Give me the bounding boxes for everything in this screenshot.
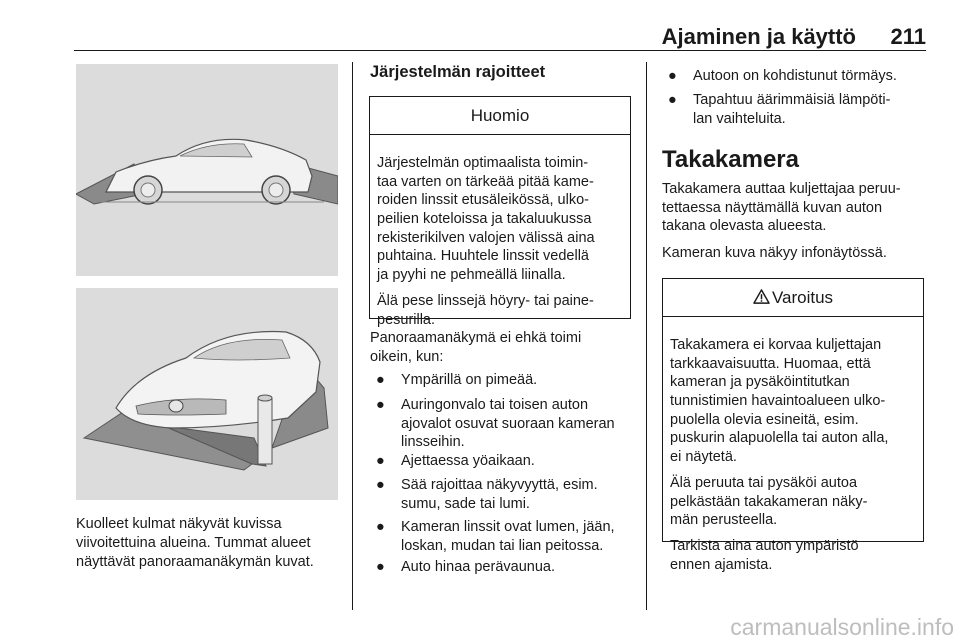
bullet-icon: ● [376, 372, 385, 388]
bullet-line: Sää rajoittaa näkyvyyttä, esim. [401, 477, 598, 493]
warning-line: ei näytetä. [670, 449, 737, 466]
warning-box-title: Varoitus [771, 288, 834, 307]
rear-camera-paragraph [662, 180, 901, 236]
warning-triangle-icon [753, 289, 770, 304]
note-box-body [370, 135, 630, 329]
warning-box-header [663, 279, 923, 317]
intro-paragraph [370, 329, 581, 366]
paragraph-line: takana olevasta alueesta. [662, 218, 827, 235]
warning-line: män perusteella. [670, 512, 778, 529]
bullet-icon: ● [376, 559, 385, 575]
warning-line: puolella olevia esineitä, esim. [670, 411, 859, 428]
bullet-line: Autoon on kohdistunut törmäys. [693, 68, 897, 84]
caption-line: Kuolleet kulmat näkyvät kuvissa [76, 516, 282, 532]
note-line: puhtaina. Huuhtele linssit vedellä [377, 248, 589, 265]
caption-line: näyttävät panoraamanäkymän kuvat. [76, 554, 314, 570]
bullet-line: ajovalot osuvat suoraan kameran [401, 415, 615, 432]
note-line: Älä pese linssejä höyry- tai paine- [377, 292, 594, 309]
warning-box-body [663, 317, 923, 574]
warning-line: tunnistimien havaintoalueen ulko- [670, 393, 886, 410]
side-view-car-illustration [76, 64, 338, 276]
paragraph-line: tettaessa näyttämällä kuvan auton [662, 199, 883, 216]
warning-line: Älä peruuta tai pysäköi autoa [670, 474, 858, 491]
paragraph-line: Kameran kuva näkyy infonäytössä. [662, 245, 887, 261]
display-paragraph [662, 244, 887, 263]
column-divider-left [352, 62, 353, 610]
note-box [369, 96, 631, 328]
warning-line: Tarkista aina auton ympäristö [670, 537, 859, 554]
running-header: Ajaminen ja käyttö [661, 24, 856, 49]
heading-rear-camera: Takakamera [662, 146, 799, 173]
warning-line: puskurin alapuolella tai auton alla, [670, 430, 889, 447]
bullet-line: Ympärillä on pimeää. [401, 372, 538, 388]
warning-line: pelkästään takakameran näky- [670, 493, 868, 510]
bullet-icon: ● [376, 477, 385, 493]
note-line: roiden linssit etusäleikössä, ulko- [377, 192, 589, 209]
bullet-line: Auringonvalo tai toisen auton [401, 397, 589, 413]
bullet-icon: ● [376, 453, 385, 469]
note-line: peilien koteloissa ja takaluukussa [377, 211, 592, 228]
intro-line: Panoraamanäkymä ei ehkä toimi [370, 330, 582, 346]
warning-line: Takakamera ei korvaa kuljettajan [670, 337, 882, 353]
paragraph-line: Takakamera auttaa kuljettajaa peruu- [662, 181, 901, 197]
column-divider-right [646, 62, 647, 610]
page-number: 211 [890, 24, 926, 49]
bullet-icon: ● [668, 92, 677, 108]
note-line: pesurilla. [377, 311, 436, 328]
bullet-line: loskan, mudan tai lian peitossa. [401, 537, 604, 554]
warning-line: ennen ajamista. [670, 556, 773, 573]
section-title-limitations: Järjestelmän rajoitteet [370, 63, 546, 81]
note-line: Järjestelmän optimaalista toimin- [377, 155, 589, 171]
warning-line: tarkkaavaisuutta. Huomaa, että [670, 355, 871, 372]
bullet-line: Ajettaessa yöaikaan. [401, 453, 535, 469]
bullet-line: sumu, sade tai lumi. [401, 495, 530, 512]
note-box-title: Huomio [370, 97, 630, 135]
note-line: taa varten on tärkeää pitää kame- [377, 173, 594, 190]
warning-box [662, 278, 924, 573]
note-line: ja pyyhi ne pehmeällä liinalla. [377, 267, 566, 284]
front-view-car-illustration [76, 288, 338, 500]
bullet-line: Kameran linssit ovat lumen, jään, [401, 519, 615, 535]
warning-line: kameran ja pysäköintitutkan [670, 374, 850, 391]
bullet-line: lan vaihteluita. [693, 110, 786, 127]
watermark: carmanualsonline.info [730, 614, 954, 640]
bullet-icon: ● [376, 397, 385, 413]
header-rule [74, 50, 926, 51]
figure-caption [76, 515, 346, 572]
bullet-icon: ● [376, 519, 385, 535]
intro-line: oikein, kun: [370, 348, 444, 365]
bullet-line: Auto hinaa perävaunua. [401, 559, 555, 575]
caption-line: viivoitettuina alueina. Tummat alueet [76, 535, 311, 551]
bullet-line: Tapahtuu äärimmäisiä lämpöti- [693, 92, 891, 108]
bullet-line: linsseihin. [401, 434, 465, 451]
note-line: rekisterikilven valojen välissä aina [377, 229, 595, 246]
bullet-icon: ● [668, 68, 677, 84]
